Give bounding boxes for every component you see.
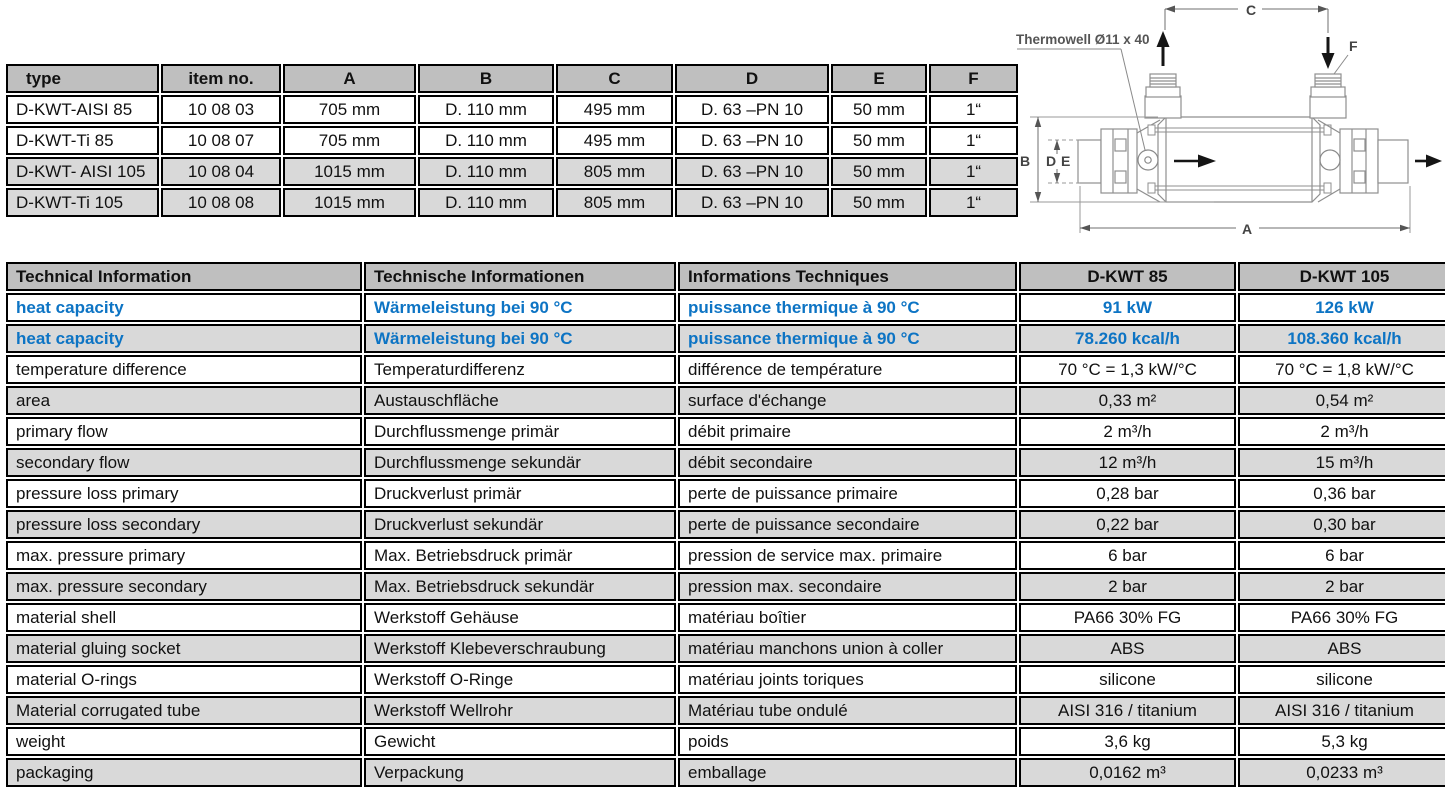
table-row <box>6 603 1445 632</box>
thermowell-callout: Thermowell Ø11 x 40 <box>1016 32 1150 47</box>
table-cell: Wärmeleistung bei 90 °C <box>364 293 676 322</box>
table-cell: 1“ <box>929 95 1018 124</box>
table-cell: silicone <box>1019 665 1236 694</box>
table-row <box>6 696 1445 725</box>
table-cell: 70 °C = 1,3 kW/°C <box>1019 355 1236 384</box>
table-cell: ABS <box>1019 634 1236 663</box>
table-row <box>6 634 1445 663</box>
flow-arrow-out-icon <box>1415 155 1442 168</box>
table-cell: 2 bar <box>1238 572 1445 601</box>
col-header-c: C <box>556 64 673 93</box>
port-right <box>1310 74 1346 118</box>
table-cell: Werkstoff Klebeverschraubung <box>364 634 676 663</box>
table-row <box>6 95 1018 124</box>
table-cell: 1“ <box>929 157 1018 186</box>
table-cell: 1“ <box>929 126 1018 155</box>
dimensions-table-section <box>4 62 1020 219</box>
table-cell: material shell <box>6 603 362 632</box>
table-cell: ABS <box>1238 634 1445 663</box>
table-cell: D. 63 –PN 10 <box>675 126 829 155</box>
table-row <box>6 188 1018 217</box>
table-cell: perte de puissance primaire <box>678 479 1017 508</box>
flow-arrow-down-icon <box>1322 37 1335 69</box>
table-row <box>6 386 1445 415</box>
table-cell: 705 mm <box>283 95 416 124</box>
col-header-item-no: item no. <box>161 64 281 93</box>
table-cell: 0,0233 m³ <box>1238 758 1445 787</box>
spec-table-section <box>4 260 1445 789</box>
table-cell: 10 08 03 <box>161 95 281 124</box>
table-cell: material O-rings <box>6 665 362 694</box>
table-cell: 50 mm <box>831 95 927 124</box>
table-cell: pressure loss secondary <box>6 510 362 539</box>
table-cell: heat capacity <box>6 293 362 322</box>
shell-body <box>1158 117 1320 202</box>
table-row <box>6 541 1445 570</box>
table-cell: temperature difference <box>6 355 362 384</box>
table-cell: Durchflussmenge sekundär <box>364 448 676 477</box>
table-cell: silicone <box>1238 665 1445 694</box>
table-cell: Verpackung <box>364 758 676 787</box>
table-cell: 10 08 04 <box>161 157 281 186</box>
table-row <box>6 758 1445 787</box>
table-cell: 0,36 bar <box>1238 479 1445 508</box>
table-cell: D. 110 mm <box>418 188 554 217</box>
table-cell: matériau joints toriques <box>678 665 1017 694</box>
table-cell: 0,54 m² <box>1238 386 1445 415</box>
table-cell: 0,33 m² <box>1019 386 1236 415</box>
table-cell: 1015 mm <box>283 157 416 186</box>
table-cell: D. 63 –PN 10 <box>675 188 829 217</box>
table-cell: 2 m³/h <box>1238 417 1445 446</box>
table-cell: 0,22 bar <box>1019 510 1236 539</box>
table-cell: débit primaire <box>678 417 1017 446</box>
table-cell: 15 m³/h <box>1238 448 1445 477</box>
table-cell: 50 mm <box>831 157 927 186</box>
table-cell: max. pressure secondary <box>6 572 362 601</box>
table-cell: débit secondaire <box>678 448 1017 477</box>
table-row <box>6 727 1445 756</box>
table-cell: Gewicht <box>364 727 676 756</box>
table-cell: primary flow <box>6 417 362 446</box>
table-cell: 1015 mm <box>283 188 416 217</box>
table-cell: secondary flow <box>6 448 362 477</box>
dim-label-b: B <box>1020 153 1031 169</box>
table-cell: 10 08 08 <box>161 188 281 217</box>
dimensions-header-row <box>6 64 1018 93</box>
table-cell: 2 bar <box>1019 572 1236 601</box>
table-cell: pressure loss primary <box>6 479 362 508</box>
table-cell: max. pressure primary <box>6 541 362 570</box>
table-cell: Material corrugated tube <box>6 696 362 725</box>
table-row <box>6 293 1445 322</box>
table-cell: D-KWT-AISI 85 <box>6 95 159 124</box>
table-cell: 6 bar <box>1019 541 1236 570</box>
spec-table <box>4 260 1445 789</box>
table-cell: poids <box>678 727 1017 756</box>
table-cell: pression de service max. primaire <box>678 541 1017 570</box>
table-cell: 0,30 bar <box>1238 510 1445 539</box>
table-cell: weight <box>6 727 362 756</box>
col-header-type: type <box>6 64 159 93</box>
table-cell: D-KWT-Ti 85 <box>6 126 159 155</box>
table-cell: AISI 316 / titanium <box>1238 696 1445 725</box>
table-cell: 805 mm <box>556 188 673 217</box>
table-cell: packaging <box>6 758 362 787</box>
table-cell: Max. Betriebsdruck primär <box>364 541 676 570</box>
table-cell: Max. Betriebsdruck sekundär <box>364 572 676 601</box>
table-cell: PA66 30% FG <box>1238 603 1445 632</box>
table-cell: D. 63 –PN 10 <box>675 95 829 124</box>
table-cell: 12 m³/h <box>1019 448 1236 477</box>
table-row <box>6 448 1445 477</box>
table-cell: 495 mm <box>556 126 673 155</box>
table-cell: pression max. secondaire <box>678 572 1017 601</box>
table-row <box>6 355 1445 384</box>
dimensions-table <box>4 62 1020 219</box>
table-cell: 50 mm <box>831 188 927 217</box>
col-header-technische-informationen: Technische Informationen <box>364 262 676 291</box>
col-header-f: F <box>929 64 1018 93</box>
col-header-b: B <box>418 64 554 93</box>
table-cell: 805 mm <box>556 157 673 186</box>
table-cell: 70 °C = 1,8 kW/°C <box>1238 355 1445 384</box>
table-cell: Matériau tube ondulé <box>678 696 1017 725</box>
table-cell: D. 63 –PN 10 <box>675 157 829 186</box>
table-row <box>6 157 1018 186</box>
spec-header-row <box>6 262 1445 291</box>
col-header-technical-information: Technical Information <box>6 262 362 291</box>
table-row <box>6 665 1445 694</box>
table-cell: D. 110 mm <box>418 95 554 124</box>
table-cell: puissance thermique à 90 °C <box>678 293 1017 322</box>
table-cell: 705 mm <box>283 126 416 155</box>
table-cell: 0,28 bar <box>1019 479 1236 508</box>
col-header-dkwt85: D-KWT 85 <box>1019 262 1236 291</box>
table-cell: emballage <box>678 758 1017 787</box>
table-cell: surface d'échange <box>678 386 1017 415</box>
dim-label-f: F <box>1349 38 1358 54</box>
heat-exchanger-drawing <box>1008 0 1445 248</box>
table-cell: 1“ <box>929 188 1018 217</box>
table-cell: Werkstoff Gehäuse <box>364 603 676 632</box>
table-cell: D. 110 mm <box>418 157 554 186</box>
table-row <box>6 479 1445 508</box>
table-cell: 126 kW <box>1238 293 1445 322</box>
table-cell: Austauschfläche <box>364 386 676 415</box>
table-cell: 2 m³/h <box>1019 417 1236 446</box>
table-cell: 3,6 kg <box>1019 727 1236 756</box>
f-leader-line <box>1334 55 1348 74</box>
table-row <box>6 510 1445 539</box>
port-left <box>1145 74 1181 118</box>
table-cell: 91 kW <box>1019 293 1236 322</box>
heat-exchanger-diagram <box>1008 0 1445 248</box>
table-row <box>6 126 1018 155</box>
table-cell: 495 mm <box>556 95 673 124</box>
table-row <box>6 324 1445 353</box>
table-cell: Druckverlust primär <box>364 479 676 508</box>
table-cell: D-KWT- AISI 105 <box>6 157 159 186</box>
table-cell: heat capacity <box>6 324 362 353</box>
table-cell: Druckverlust sekundär <box>364 510 676 539</box>
dim-label-c: C <box>1246 2 1257 18</box>
table-cell: material gluing socket <box>6 634 362 663</box>
dim-label-a: A <box>1242 221 1253 237</box>
dim-label-d: D <box>1046 153 1057 169</box>
table-cell: Werkstoff Wellrohr <box>364 696 676 725</box>
table-cell: D. 110 mm <box>418 126 554 155</box>
table-cell: D-KWT-Ti 105 <box>6 188 159 217</box>
table-row <box>6 572 1445 601</box>
table-cell: matériau manchons union à coller <box>678 634 1017 663</box>
col-header-informations-techniques: Informations Techniques <box>678 262 1017 291</box>
table-cell: Wärmeleistung bei 90 °C <box>364 324 676 353</box>
table-cell: différence de température <box>678 355 1017 384</box>
table-cell: Werkstoff O-Ringe <box>364 665 676 694</box>
table-cell: puissance thermique à 90 °C <box>678 324 1017 353</box>
table-cell: area <box>6 386 362 415</box>
col-header-e: E <box>831 64 927 93</box>
table-cell: 5,3 kg <box>1238 727 1445 756</box>
col-header-d: D <box>675 64 829 93</box>
table-cell: PA66 30% FG <box>1019 603 1236 632</box>
table-cell: AISI 316 / titanium <box>1019 696 1236 725</box>
thermowell-boss <box>1138 150 1158 170</box>
col-header-dkwt105: D-KWT 105 <box>1238 262 1445 291</box>
table-cell: 6 bar <box>1238 541 1445 570</box>
table-cell: 108.360 kcal/h <box>1238 324 1445 353</box>
table-cell: matériau boîtier <box>678 603 1017 632</box>
table-cell: perte de puissance secondaire <box>678 510 1017 539</box>
table-cell: 0,0162 m³ <box>1019 758 1236 787</box>
table-cell: Durchflussmenge primär <box>364 417 676 446</box>
table-cell: 78.260 kcal/h <box>1019 324 1236 353</box>
table-cell: Temperaturdifferenz <box>364 355 676 384</box>
flow-arrow-up-icon <box>1157 31 1170 66</box>
table-cell: 50 mm <box>831 126 927 155</box>
col-header-a: A <box>283 64 416 93</box>
table-row <box>6 417 1445 446</box>
dim-label-e: E <box>1061 153 1071 169</box>
table-cell: 10 08 07 <box>161 126 281 155</box>
